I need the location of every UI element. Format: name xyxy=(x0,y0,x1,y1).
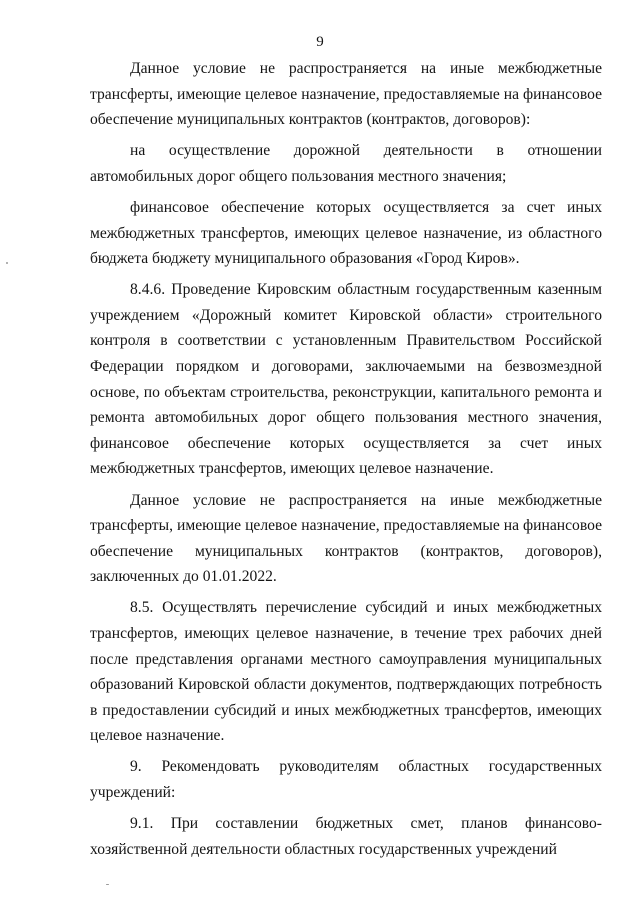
paragraph-8-4-6: 8.4.6. Проведение Кировским областным государственным казенным учреждением «Дорожный комитет Кировской области» строительного контроля в соответствии с установленным Правительством Российской Федерации порядком и договорами, заключаемыми на безвозмездной основе, по объектам строительства, реконструкции, капитального ремонта и ремонта автомобильных дорог общего пользования местного значения, финансовое обеспечение которых осуществляется за счет иных межбюджетных трансфертов, имеющих целевое назначение. xyxy=(90,281,602,478)
paragraph-road-activity: на осуществление дорожной деятельности в отношении автомобильных дорог общего пользования местного значения; xyxy=(90,142,602,185)
paragraph-9-1: 9.1. При составлении бюджетных смет, планов финансово-хозяйственной деятельности областных государственных учреждений xyxy=(90,815,602,858)
scan-speck xyxy=(6,262,8,264)
document-body xyxy=(90,56,602,868)
scan-speck xyxy=(106,884,109,885)
paragraph-9: 9. Рекомендовать руководителям областных государственных учреждений: xyxy=(90,758,602,802)
paragraph-financing-source: финансовое обеспечение которых осуществляется за счет иных межбюджетных трансфертов, имеющих целевое назначение, из областного бюджета бюджету муниципального образования «Город Киров». xyxy=(90,198,602,268)
paragraph-condition-exclusion-2022: Данное условие не распространяется на иные межбюджетные трансферты, имеющие целевое назначение, предоставляемые на финансовое обеспечение муниципальных контрактов (контрактов, договоров), заключенных до 01.01.2022. xyxy=(90,491,602,586)
page-number: 9 xyxy=(316,34,324,50)
paragraph-8-5: 8.5. Осуществлять перечисление субсидий и иных межбюджетных трансфертов, имеющих целевое назначение, в течение трех рабочих дней после представления органами местного самоуправления муниципальных образований Кировской области документов, подтверждающих потребность в предоставлении субсидий и иных межбюджетных трансфертов, имеющих целевое назначение. xyxy=(90,599,602,745)
paragraph-condition-exclusion: Данное условие не распространяется на иные межбюджетные трансферты, имеющие целевое назначение, предоставляемые на финансовое обеспечение муниципальных контрактов (контрактов, договоров): xyxy=(90,60,602,129)
